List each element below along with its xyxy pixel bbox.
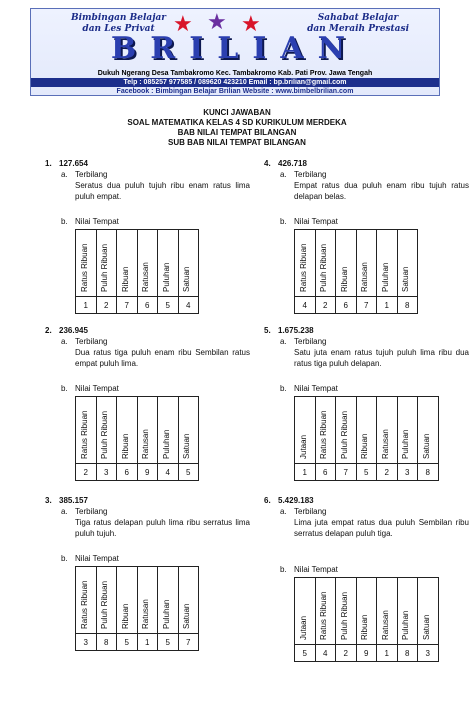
place-header: Ratus Ribuan — [76, 567, 97, 634]
place-header: Jutaan — [295, 578, 316, 645]
place-header: Ratusan — [137, 567, 158, 634]
digit-cell: 2 — [377, 464, 398, 481]
place-header: Ratusan — [356, 230, 377, 297]
digit-cell: 3 — [397, 464, 418, 481]
problem-value: 127.654 — [59, 159, 88, 168]
digit-cell: 8 — [397, 297, 418, 314]
place-header: Ratusan — [137, 230, 158, 297]
place-header: Puluhan — [158, 230, 179, 297]
digit-cell: 7 — [336, 464, 357, 481]
number-words: Seratus dua puluh tujuh ribu enam ratus lima puluh empat. — [75, 181, 250, 201]
digit-cell: 1 — [295, 464, 316, 481]
digit-cell: 6 — [117, 464, 138, 481]
place-value-table — [294, 229, 418, 314]
place-header: Puluhan — [377, 230, 398, 297]
place-header: Satuan — [178, 230, 199, 297]
place-header: Ribuan — [117, 230, 138, 297]
brand-logo: BRILIAN — [110, 31, 360, 66]
banner-right-line-2: dan Meraih Prestasi — [307, 24, 409, 34]
place-header: Ribuan — [117, 567, 138, 634]
banner-social: Facebook : Bimbingan Belajar Brilian Website : www.bimbelbrilian.com — [116, 88, 354, 95]
place-header: Puluh Ribuan — [336, 578, 357, 645]
part-a-title: Terbilang — [294, 170, 327, 179]
place-header: Puluh Ribuan — [315, 230, 336, 297]
problem-3 — [45, 495, 250, 665]
place-value-table — [75, 566, 199, 651]
digit-cell: 5 — [178, 464, 199, 481]
place-value-table — [294, 577, 439, 662]
place-header: Ratusan — [137, 397, 158, 464]
part-b-title: Nilai Tempat — [294, 217, 338, 226]
place-header: Puluhan — [158, 567, 179, 634]
part-b-title: Nilai Tempat — [294, 384, 338, 393]
place-header: Puluhan — [397, 397, 418, 464]
problem-6 — [264, 495, 469, 670]
digit-cell: 4 — [295, 297, 316, 314]
part-a-title: Terbilang — [294, 507, 327, 516]
place-header: Ratusan — [377, 578, 398, 645]
part-a-label: a. — [61, 507, 68, 516]
place-header: Ratus Ribuan — [315, 578, 336, 645]
digit-cell: 5 — [117, 634, 138, 651]
digit-cell: 9 — [137, 464, 158, 481]
part-a-label: a. — [280, 170, 287, 179]
digit-cell: 1 — [377, 645, 398, 662]
place-header: Ribuan — [356, 397, 377, 464]
star-icon: ★ — [241, 11, 261, 36]
star-icon: ★ — [207, 9, 227, 34]
doc-subchapter: SUB BAB NILAI TEMPAT BILANGAN — [168, 138, 306, 147]
digit-cell: 3 — [96, 464, 117, 481]
place-header: Ribuan — [336, 230, 357, 297]
banner-left-line-1: Bimbingan Belajar — [71, 13, 167, 23]
digit-cell: 8 — [96, 634, 117, 651]
place-header: Satuan — [418, 397, 439, 464]
banner-left-line-2: dan Les Privat — [82, 24, 155, 34]
digit-cell: 3 — [418, 645, 439, 662]
digit-cell: 2 — [76, 464, 97, 481]
problem-number: 1. — [45, 159, 52, 168]
part-b-title: Nilai Tempat — [75, 217, 119, 226]
part-a-title: Terbilang — [294, 337, 327, 346]
digit-cell: 2 — [96, 297, 117, 314]
part-a-label: a. — [280, 337, 287, 346]
part-b-label: b. — [61, 554, 68, 563]
problem-2 — [45, 325, 250, 485]
digit-cell: 2 — [336, 645, 357, 662]
problem-value: 426.718 — [278, 159, 307, 168]
digit-cell: 4 — [178, 297, 199, 314]
place-header: Ratus Ribuan — [295, 230, 316, 297]
problem-value: 1.675.238 — [278, 326, 314, 335]
problem-5 — [264, 325, 469, 485]
doc-title: KUNCI JAWABAN — [203, 108, 271, 117]
digit-cell: 9 — [356, 645, 377, 662]
digit-cell: 6 — [137, 297, 158, 314]
place-header: Satuan — [178, 567, 199, 634]
problem-number: 4. — [264, 159, 271, 168]
part-a-label: a. — [61, 170, 68, 179]
digit-cell: 6 — [315, 464, 336, 481]
place-value-table — [294, 396, 439, 481]
part-a-title: Terbilang — [75, 507, 108, 516]
place-header: Puluh Ribuan — [96, 397, 117, 464]
digit-cell: 5 — [158, 297, 179, 314]
part-b-label: b. — [280, 217, 287, 226]
digit-cell: 1 — [137, 634, 158, 651]
problem-value: 385.157 — [59, 496, 88, 505]
place-header: Ratus Ribuan — [76, 230, 97, 297]
place-header: Satuan — [178, 397, 199, 464]
part-b-label: b. — [280, 565, 287, 574]
digit-cell: 5 — [356, 464, 377, 481]
place-header: Ribuan — [117, 397, 138, 464]
digit-cell: 7 — [178, 634, 199, 651]
place-header: Ratusan — [377, 397, 398, 464]
place-value-table — [75, 229, 199, 314]
digit-cell: 1 — [377, 297, 398, 314]
part-b-label: b. — [280, 384, 287, 393]
place-header: Satuan — [418, 578, 439, 645]
banner-address: Dukuh Ngerang Desa Tambakromo Kec. Tambakromo Kab. Pati Prov. Jawa Tengah — [97, 70, 373, 77]
place-value-table — [75, 396, 199, 481]
digit-cell: 4 — [158, 464, 179, 481]
part-b-title: Nilai Tempat — [294, 565, 338, 574]
digit-cell: 7 — [356, 297, 377, 314]
number-words: Tiga ratus delapan puluh lima ribu serratus lima puluh tujuh. — [75, 518, 250, 538]
part-b-title: Nilai Tempat — [75, 384, 119, 393]
problem-number: 2. — [45, 326, 52, 335]
part-a-title: Terbilang — [75, 170, 108, 179]
place-header: Puluh Ribuan — [336, 397, 357, 464]
number-words: Lima juta empat ratus dua puluh Sembilan ribu serratus delapan puluh tiga. — [294, 518, 469, 538]
digit-cell: 6 — [336, 297, 357, 314]
doc-subtitle: SOAL MATEMATIKA KELAS 4 SD KURIKULUM MERDEKA — [127, 118, 347, 127]
digit-cell: 8 — [397, 645, 418, 662]
place-header: Puluh Ribuan — [96, 230, 117, 297]
star-icon: ★ — [173, 11, 193, 36]
place-header: Jutaan — [295, 397, 316, 464]
digit-cell: 8 — [418, 464, 439, 481]
digit-cell: 3 — [76, 634, 97, 651]
number-words: Empat ratus dua puluh enam ribu tujuh ratus delapan belas. — [294, 181, 469, 201]
place-header: Puluhan — [397, 578, 418, 645]
number-words: Dua ratus tiga puluh enam ribu Sembilan ratus empat puluh lima. — [75, 348, 250, 368]
part-a-title: Terbilang — [75, 337, 108, 346]
problem-number: 3. — [45, 496, 52, 505]
problem-number: 6. — [264, 496, 271, 505]
part-b-label: b. — [61, 384, 68, 393]
number-words: Satu juta enam ratus tujuh puluh lima ribu dua ratus tiga puluh delapan. — [294, 348, 469, 368]
doc-chapter: BAB NILAI TEMPAT BILANGAN — [177, 128, 297, 137]
place-header: Puluhan — [158, 397, 179, 464]
place-header: Ribuan — [356, 578, 377, 645]
banner-contact: Telp : 085257 977585 / 089620 423210 Email : bp.brilian@gmail.com — [31, 78, 439, 87]
part-a-label: a. — [61, 337, 68, 346]
digit-cell: 1 — [76, 297, 97, 314]
problem-4 — [264, 158, 469, 318]
digit-cell: 5 — [158, 634, 179, 651]
digit-cell: 7 — [117, 297, 138, 314]
problem-value: 5.429.183 — [278, 496, 314, 505]
part-b-title: Nilai Tempat — [75, 554, 119, 563]
problem-1 — [45, 158, 250, 318]
problem-value: 236.945 — [59, 326, 88, 335]
part-b-label: b. — [61, 217, 68, 226]
place-header: Ratus Ribuan — [76, 397, 97, 464]
place-header: Satuan — [397, 230, 418, 297]
problem-number: 5. — [264, 326, 271, 335]
part-a-label: a. — [280, 507, 287, 516]
place-header: Ratus Ribuan — [315, 397, 336, 464]
digit-cell: 4 — [315, 645, 336, 662]
digit-cell: 2 — [315, 297, 336, 314]
banner-right-line-1: Sahabat Belajar — [317, 13, 399, 23]
place-header: Puluh Ribuan — [96, 567, 117, 634]
header-banner — [30, 8, 440, 96]
digit-cell: 5 — [295, 645, 316, 662]
